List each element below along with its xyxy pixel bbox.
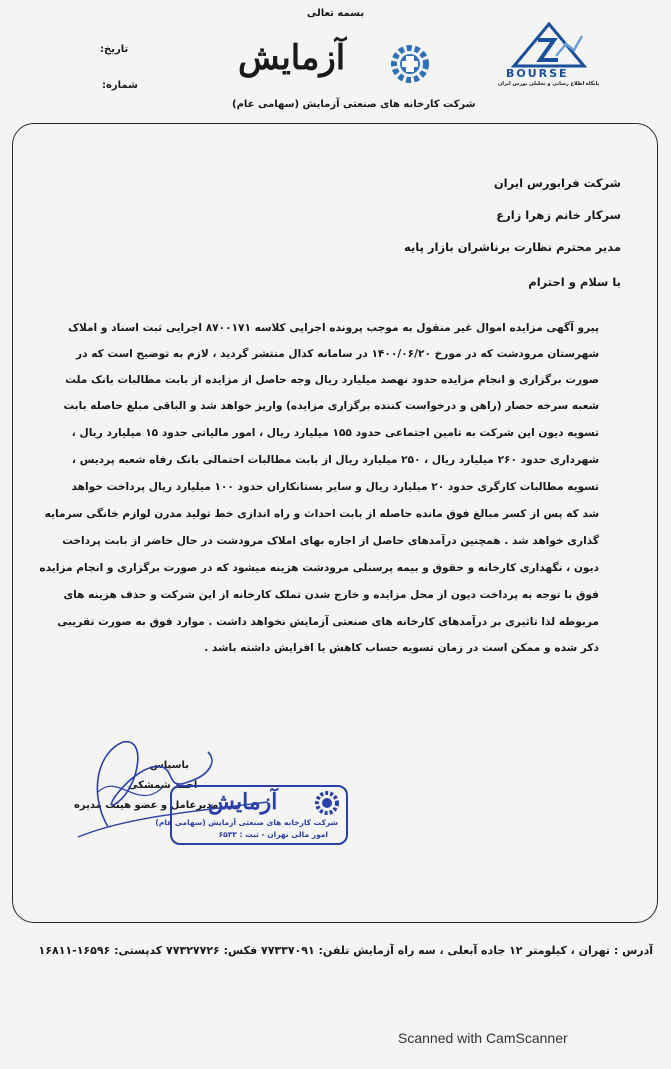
company-stamp <box>155 785 348 845</box>
body-line: گذاری خواهد شد . همچنین درآمدهای حاصل از اجاره بهای املاک مرودشت در حال حاضر از بابت پرداخت <box>62 535 599 547</box>
body-line: فوق با توجه به پرداخت دیون از محل مزایده و خارج شدن تملک کارخانه از این شرکت و حذف هزینه های <box>63 589 599 601</box>
date-label: تاریخ: <box>100 44 129 55</box>
footer-address: آدرس : تهران ، کیلومتر ۱۲ جاده آبعلی ، سه راه آزمایش تلفن: ۷۷۳۳۷۰۹۱ فکس: ۷۷۳۲۷۷۲۶ کدپستی: ۱۶۵۹۶-۱۶۸۱۱ <box>38 944 653 957</box>
signer-title: مدیرعامل و عضو هیئت مدیره <box>74 800 219 811</box>
stamp-gear-icon <box>314 790 340 816</box>
greeting: با سلام و احترام <box>528 275 621 289</box>
recipient-title: مدیر محترم نظارت برناشران بازار پایه <box>403 240 621 254</box>
closing: باسپاس <box>150 760 189 771</box>
body-line: مربوطه لذا تاثیری بر درآمدهای کارخانه های صنعتی آزمایش نخواهد داشت . موارد فوق به صورت تقریبی <box>57 616 599 628</box>
stamp-wordmark: آزمایش <box>208 789 278 815</box>
body-line: شهرداری حدود ۲۶۰ میلیارد ریال ، ۲۵۰ میلیارد ریال از بابت مطالبات احتمالی بانک رفاه شعبه پردیس ، <box>72 454 599 466</box>
stamp-line-2: امور مالی تهران - ثبت : ۶۵۳۳ <box>218 830 328 839</box>
body-line: شد که پس از کسر مبالغ فوق مانده حاصله از بابت احداث و راه اندازی خط تولید مدرن لوازم خانگی سرمایه <box>44 508 599 520</box>
bourse-name: BOURSE <box>506 67 569 80</box>
body-line: شعبه سرخه حصار (راهن و درخواست کننده برگزاری مزایده) واریز خواهد شد و الباقی مبلغ حاصله بابت <box>63 400 599 412</box>
number-label: شماره: <box>102 80 138 91</box>
body-line: شهرستان مرودشت که در مورخ ۱۴۰۰/۰۶/۲۰ در سامانه کدال منتشر گردید ، لازم به توضیح است که در <box>75 348 599 360</box>
body-line: تسویه دیون این شرکت به تامین اجتماعی حدود ۱۵۵ میلیارد ریال ، امور مالیاتی حدود ۱۵ میلیارد ریال ، <box>71 427 599 439</box>
bourse-tagline: پایگاه اطلاع رسانی و تحلیلی بورس ایران <box>498 81 600 87</box>
recipient-company: شرکت فرابورس ایران <box>493 176 621 190</box>
recipient-person: سرکار خانم زهرا زارع <box>496 208 621 222</box>
body-line: پیرو آگهی مزایده اموال غیر منقول به موجب پرونده اجرایی کلاسه ۸۷۰۰۱۷۱ اجرایی ثبت اسناد و املاک <box>68 322 599 334</box>
bismillah: بسمه تعالی <box>306 8 365 19</box>
scanner-watermark: Scanned with CamScanner <box>398 1030 568 1046</box>
signer-name: احمد شمشکی <box>128 780 198 791</box>
brand-wordmark: آزمایش <box>238 38 346 78</box>
body-line: دیون ، نگهداری کارخانه و حقوق و بیمه پرسنلی مرودشت هزینه میشود که در صورت برگزاری و انجام مزایده <box>39 562 599 574</box>
stamp-line-1: شرکت کارخانه های صنعتی آزمایش (سهامی عام) <box>155 818 338 827</box>
company-name: شرکت کارخانه های صنعتی آزمایش (سهامی عام) <box>232 99 476 110</box>
body-line: تسویه مطالبات کارگری حدود ۲۰ میلیارد ریال و سایر بستانکاران حدود ۱۰۰ میلیارد ریال پرداخت خواهد <box>71 481 599 493</box>
body-line: صورت برگزاری و انجام مزایده حدود نهصد میلیارد ریال وجه حاصل از مزایده از بابت مطالبات بانک ملت <box>65 374 599 386</box>
gear-logo-icon <box>388 42 432 86</box>
body-line: ذکر شده و ممکن است در زمان تسویه حساب کاهش یا افزایش داشته باشد . <box>204 642 599 654</box>
